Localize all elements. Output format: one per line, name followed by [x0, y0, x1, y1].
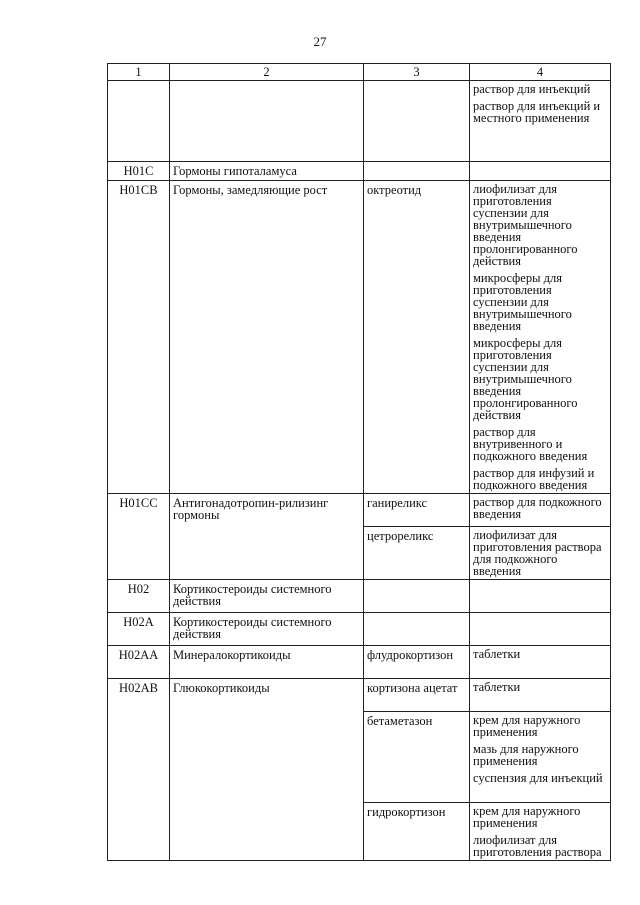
group-name: Антигонадотропин-рилизинг гормоны [170, 494, 364, 580]
dosage-form: таблетки [473, 647, 521, 661]
atc-code: H01CB [108, 181, 170, 494]
dosage-form: лиофилизат для приготовления раствора для подкожного введения [473, 528, 602, 578]
group-name: Гормоны гипоталамуса [170, 162, 364, 181]
atc-code: H01C [108, 162, 170, 181]
dosage-form: микросферы для приготовления суспензии для внутримышечного введения [473, 271, 572, 333]
table-row [108, 494, 611, 527]
group-name: Гормоны, замедляющие рост [170, 181, 364, 494]
dosage-forms [470, 494, 611, 527]
atc-code: H02AA [108, 646, 170, 679]
table-row [108, 181, 611, 494]
dosage-forms [470, 712, 611, 803]
drug-name: цетрореликс [364, 527, 470, 580]
group-name: Кортикостероиды системного действия [170, 613, 364, 646]
atc-code: H02 [108, 580, 170, 613]
dosage-form: таблетки [473, 680, 521, 694]
dosage-forms [470, 646, 611, 679]
table-row [108, 613, 611, 646]
drug-name: ганиреликс [364, 494, 470, 527]
group-name [170, 81, 364, 162]
dosage-forms [470, 81, 611, 162]
group-name: Минералокортикоиды [170, 646, 364, 679]
group-name: Кортикостероиды системного действия [170, 580, 364, 613]
dosage-form: мазь для наружного применения [473, 742, 579, 768]
atc-code: H01CC [108, 494, 170, 580]
drug-name: кортизона ацетат [364, 679, 470, 712]
dosage-form: раствор для подкожного введения [473, 495, 602, 521]
dosage-form: лиофилизат для приготовления раствора [473, 833, 602, 859]
table-header-row [108, 64, 611, 81]
atc-code [108, 81, 170, 162]
column-header: 3 [364, 64, 470, 81]
dosage-form: раствор для инфузий и подкожного введения [473, 466, 595, 492]
dosage-form: раствор для инъекций и местного применения [473, 99, 601, 125]
table-row [108, 580, 611, 613]
atc-code: H02AB [108, 679, 170, 861]
dosage-forms [470, 527, 611, 580]
column-header: 1 [108, 64, 170, 81]
table-row [108, 81, 611, 162]
drug-name: октреотид [364, 181, 470, 494]
page-number: 27 [313, 34, 327, 49]
dosage-form: микросферы для приготовления суспензии для внутримышечного введения пролонгированного действия [473, 336, 578, 422]
dosage-forms [470, 679, 611, 712]
column-header: 4 [470, 64, 611, 81]
dosage-form: раствор для инъекций [473, 82, 591, 96]
dosage-forms [470, 181, 611, 494]
drug-name: бетаметазон [364, 712, 470, 803]
dosage-form: лиофилизат для приготовления суспензии для внутримышечного введения пролонгированного действия [473, 182, 578, 268]
dosage-form: суспензия для инъекций [473, 771, 603, 785]
drug-name [364, 81, 470, 162]
group-name: Глюкокортикоиды [170, 679, 364, 861]
table-row [108, 162, 611, 181]
dosage-form: крем для наружного применения [473, 804, 581, 830]
atc-code: H02A [108, 613, 170, 646]
table-row [108, 646, 611, 679]
table-row [108, 679, 611, 712]
dosage-form: крем для наружного применения [473, 713, 581, 739]
drug-table [107, 63, 611, 861]
dosage-forms [470, 803, 611, 861]
column-header: 2 [170, 64, 364, 81]
dosage-form: раствор для внутривенного и подкожного введения [473, 425, 588, 463]
drug-name: гидрокортизон [364, 803, 470, 861]
drug-name: флудрокортизон [364, 646, 470, 679]
